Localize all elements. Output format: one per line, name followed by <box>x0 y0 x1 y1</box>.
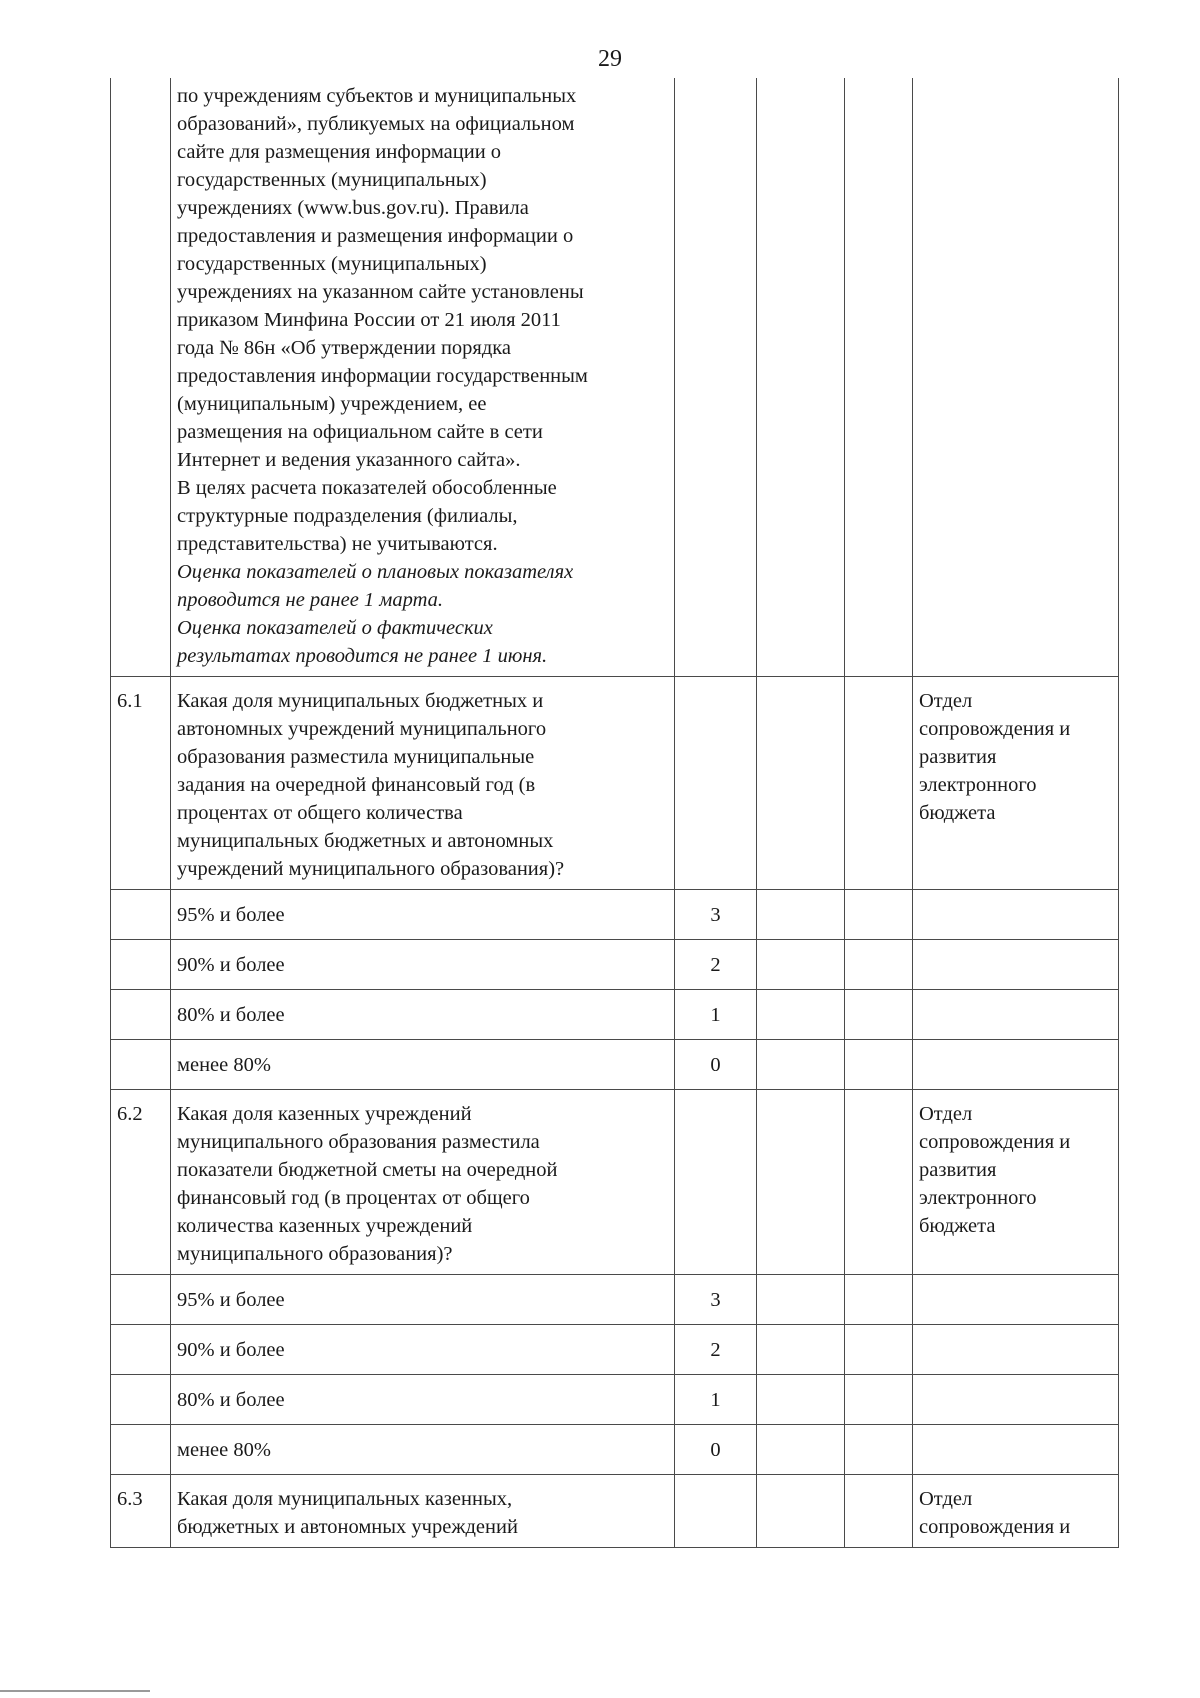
intro-line: размещения на официальном сайте в сети <box>177 421 543 443</box>
question-number: 6.1 <box>111 677 171 890</box>
dept-line: бюджета <box>919 802 996 824</box>
answer-text: 95% и более <box>171 890 675 940</box>
answer-text: менее 80% <box>171 1040 675 1090</box>
answer-row <box>111 890 1119 940</box>
score-cell <box>675 78 757 677</box>
answer-row <box>111 1425 1119 1475</box>
intro-line: государственных (муниципальных) <box>177 253 487 275</box>
question-line: учреждений муниципального образования)? <box>177 858 565 880</box>
answer-row <box>111 1275 1119 1325</box>
question-number: 6.3 <box>111 1475 171 1548</box>
question-line: процентах от общего количества <box>177 802 463 824</box>
answer-text: менее 80% <box>171 1425 675 1475</box>
dept-line: развития <box>919 1159 997 1181</box>
responsible-dept <box>913 1475 1119 1548</box>
score-cell <box>675 677 757 890</box>
intro-italic-line: Оценка показателей о фактических <box>177 617 493 639</box>
dept-line: сопровождения и <box>919 1516 1071 1538</box>
answer-score: 0 <box>675 1040 757 1090</box>
dept-line: бюджета <box>919 1215 996 1237</box>
question-line: Какая доля муниципальных казенных, <box>177 1488 513 1510</box>
question-line: финансовый год (в процентах от общего <box>177 1187 530 1209</box>
question-line: муниципального образования)? <box>177 1243 453 1265</box>
question-line: показатели бюджетной сметы на очередной <box>177 1159 558 1181</box>
intro-line: сайте для размещения информации о <box>177 141 502 163</box>
answer-score: 0 <box>675 1425 757 1475</box>
intro-line: (муниципальным) учреждением, ее <box>177 393 487 415</box>
intro-line: приказом Минфина России от 21 июля 2011 <box>177 309 561 331</box>
question-line: муниципального образования разместила <box>177 1131 540 1153</box>
score-cell <box>675 1475 757 1548</box>
score-cell <box>675 1090 757 1275</box>
responsible-dept <box>913 1090 1119 1275</box>
question-text <box>171 1090 675 1275</box>
answer-row <box>111 990 1119 1040</box>
intro-italic-line: проводится не ранее 1 марта. <box>177 589 444 611</box>
intro-line: представительства) не учитываются. <box>177 533 498 555</box>
dept-line: развития <box>919 746 997 768</box>
question-line: автономных учреждений муниципального <box>177 718 547 740</box>
answer-row <box>111 1325 1119 1375</box>
answer-text: 80% и более <box>171 1375 675 1425</box>
answer-score: 2 <box>675 1325 757 1375</box>
intro-line: государственных (муниципальных) <box>177 169 487 191</box>
intro-row <box>111 78 1119 677</box>
answer-row <box>111 1375 1119 1425</box>
question-number: 6.2 <box>111 1090 171 1275</box>
answer-text: 80% и более <box>171 990 675 1040</box>
question-text <box>171 1475 675 1548</box>
responsible-dept <box>913 677 1119 890</box>
dept-line: Отдел <box>919 1103 973 1125</box>
dept-line: Отдел <box>919 690 973 712</box>
blank-cell <box>845 677 913 890</box>
blank-cell <box>845 1090 913 1275</box>
question-row-6-3 <box>111 1475 1119 1548</box>
question-line: муниципальных бюджетных и автономных <box>177 830 554 852</box>
question-row-6-2 <box>111 1090 1119 1275</box>
intro-italic-line: результатах проводится не ранее 1 июня. <box>177 645 548 667</box>
answer-score: 2 <box>675 940 757 990</box>
question-line: количества казенных учреждений <box>177 1215 473 1237</box>
intro-line: года № 86н «Об утверждении порядка <box>177 337 512 359</box>
blank-cell <box>845 1475 913 1548</box>
dept-line: электронного <box>919 1187 1037 1209</box>
question-line: Какая доля казенных учреждений <box>177 1103 472 1125</box>
question-line: бюджетных и автономных учреждений <box>177 1516 518 1538</box>
dept-line: электронного <box>919 774 1037 796</box>
question-text <box>171 677 675 890</box>
blank-cell <box>757 1090 845 1275</box>
intro-line: образований», публикуемых на официальном <box>177 113 575 135</box>
dept-line: сопровождения и <box>919 718 1071 740</box>
intro-text-cell <box>171 78 675 677</box>
intro-line: по учреждениям субъектов и муниципальных <box>177 85 577 107</box>
answer-row <box>111 940 1119 990</box>
blank-cell <box>757 1475 845 1548</box>
intro-italic-line: Оценка показателей о плановых показателях <box>177 561 574 583</box>
intro-line: учреждениях (www.bus.gov.ru). Правила <box>177 197 529 219</box>
intro-line: В целях расчета показателей обособленные <box>177 477 557 499</box>
question-row-6-1 <box>111 677 1119 890</box>
intro-line: Интернет и ведения указанного сайта». <box>177 449 521 471</box>
scan-edge-line <box>0 1690 150 1692</box>
answer-score: 1 <box>675 990 757 1040</box>
answer-score: 3 <box>675 1275 757 1325</box>
answer-row <box>111 1040 1119 1090</box>
num-cell <box>111 78 171 677</box>
blank-cell <box>757 78 845 677</box>
intro-line: предоставления и размещения информации о <box>177 225 574 247</box>
dept-cell <box>913 78 1119 677</box>
intro-line: учреждениях на указанном сайте установлены <box>177 281 584 303</box>
dept-line: Отдел <box>919 1488 973 1510</box>
criteria-table <box>110 78 1119 1548</box>
question-line: Какая доля муниципальных бюджетных и <box>177 690 544 712</box>
answer-text: 90% и более <box>171 1325 675 1375</box>
intro-line: структурные подразделения (филиалы, <box>177 505 518 527</box>
dept-line: сопровождения и <box>919 1131 1071 1153</box>
answer-score: 3 <box>675 890 757 940</box>
page-number: 29 <box>598 46 622 72</box>
answer-text: 95% и более <box>171 1275 675 1325</box>
question-line: задания на очередной финансовый год (в <box>177 774 536 796</box>
blank-cell <box>845 78 913 677</box>
answer-score: 1 <box>675 1375 757 1425</box>
blank-cell <box>757 677 845 890</box>
question-line: образования разместила муниципальные <box>177 746 535 768</box>
intro-line: предоставления информации государственным <box>177 365 588 387</box>
answer-text: 90% и более <box>171 940 675 990</box>
